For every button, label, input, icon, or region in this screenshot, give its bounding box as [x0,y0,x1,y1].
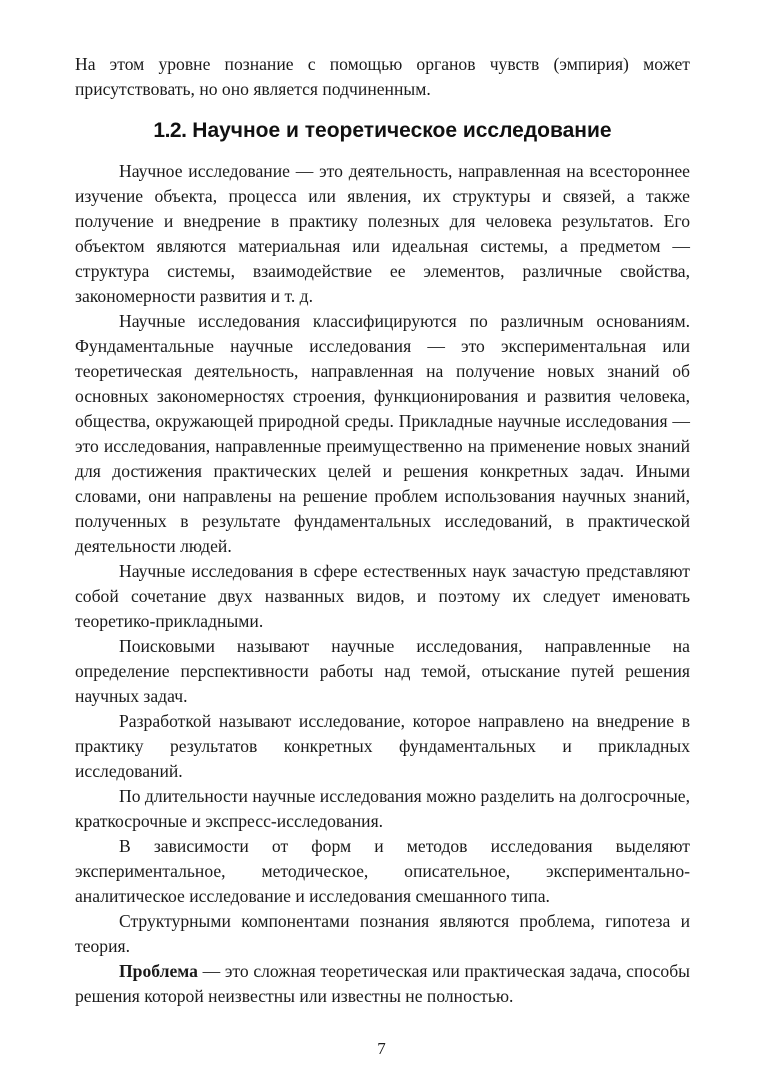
definition-text: — это сложная теоретическая или практическая задача, способы решения которой неизвестны или известны не полностью. [75,961,690,1006]
section-number: 1.2. [153,119,187,142]
paragraph-classification: Научные исследования классифицируются по различным основаниям. Фундаментальные научные исследования — это экспериментальная или теоретическая деятельность, направленная на получение новых знаний об основных закономерностях строения, функционирования и развития человека, общества, окружающей природной среды. Прикладные научные исследования — это исследования, направленные преимущественно на применение новых знаний для достижения практических целей и решения конкретных задач. Иными словами, они направлены на решение проблем использования научных знаний, полученных в результате фундаментальных исследований, в практической деятельности людей. [75,311,690,556]
paragraph-exploratory: Поисковыми называют научные исследования, направленные на определение перспективности работы над темой, отыскание путей решения научных задач. [75,636,690,706]
paragraph-development: Разработкой называют исследование, которое направлено на внедрение в практику результатов конкретных фундаментальных и прикладных исследований. [75,711,690,781]
lead-paragraph: На этом уровне познание с помощью органов чувств (эмпирия) может присутствовать, но оно является подчиненным. [75,54,690,99]
paragraph-forms-methods: В зависимости от форм и методов исследования выделяют экспериментальное, методическое, описательное, экспериментально-аналитическое исследование и исследования смешанного типа. [75,836,690,906]
term-problem: Проблема [119,961,198,981]
section-title: Научное и теоретическое исследование [192,119,612,142]
paragraph-structural-components: Структурными компонентами познания являются проблема, гипотеза и теория. [75,911,690,956]
paragraph-problem-definition [75,959,690,1009]
paragraph-research-definition: Научное исследование — это деятельность, направленная на всестороннее изучение объекта, процесса или явления, их структуры и связей, а также получение и внедрение в практику полезных для человека результатов. Его объектом являются материальная или идеальная системы, а предметом — структура системы, взаимодействие ее элементов, различные свойства, закономерности развития и т. д. [75,161,690,306]
section-heading [75,117,690,145]
paragraph-duration: По длительности научные исследования можно разделить на долгосрочные, краткосрочные и экспресс-исследования. [75,786,690,831]
paragraph-natural-sciences: Научные исследования в сфере естественных наук зачастую представляют собой сочетание двух названных видов, и поэтому их следует именовать теоретико-прикладными. [75,561,690,631]
page-number: 7 [377,1039,386,1058]
page-content [75,52,690,1009]
section-body [75,159,690,1009]
